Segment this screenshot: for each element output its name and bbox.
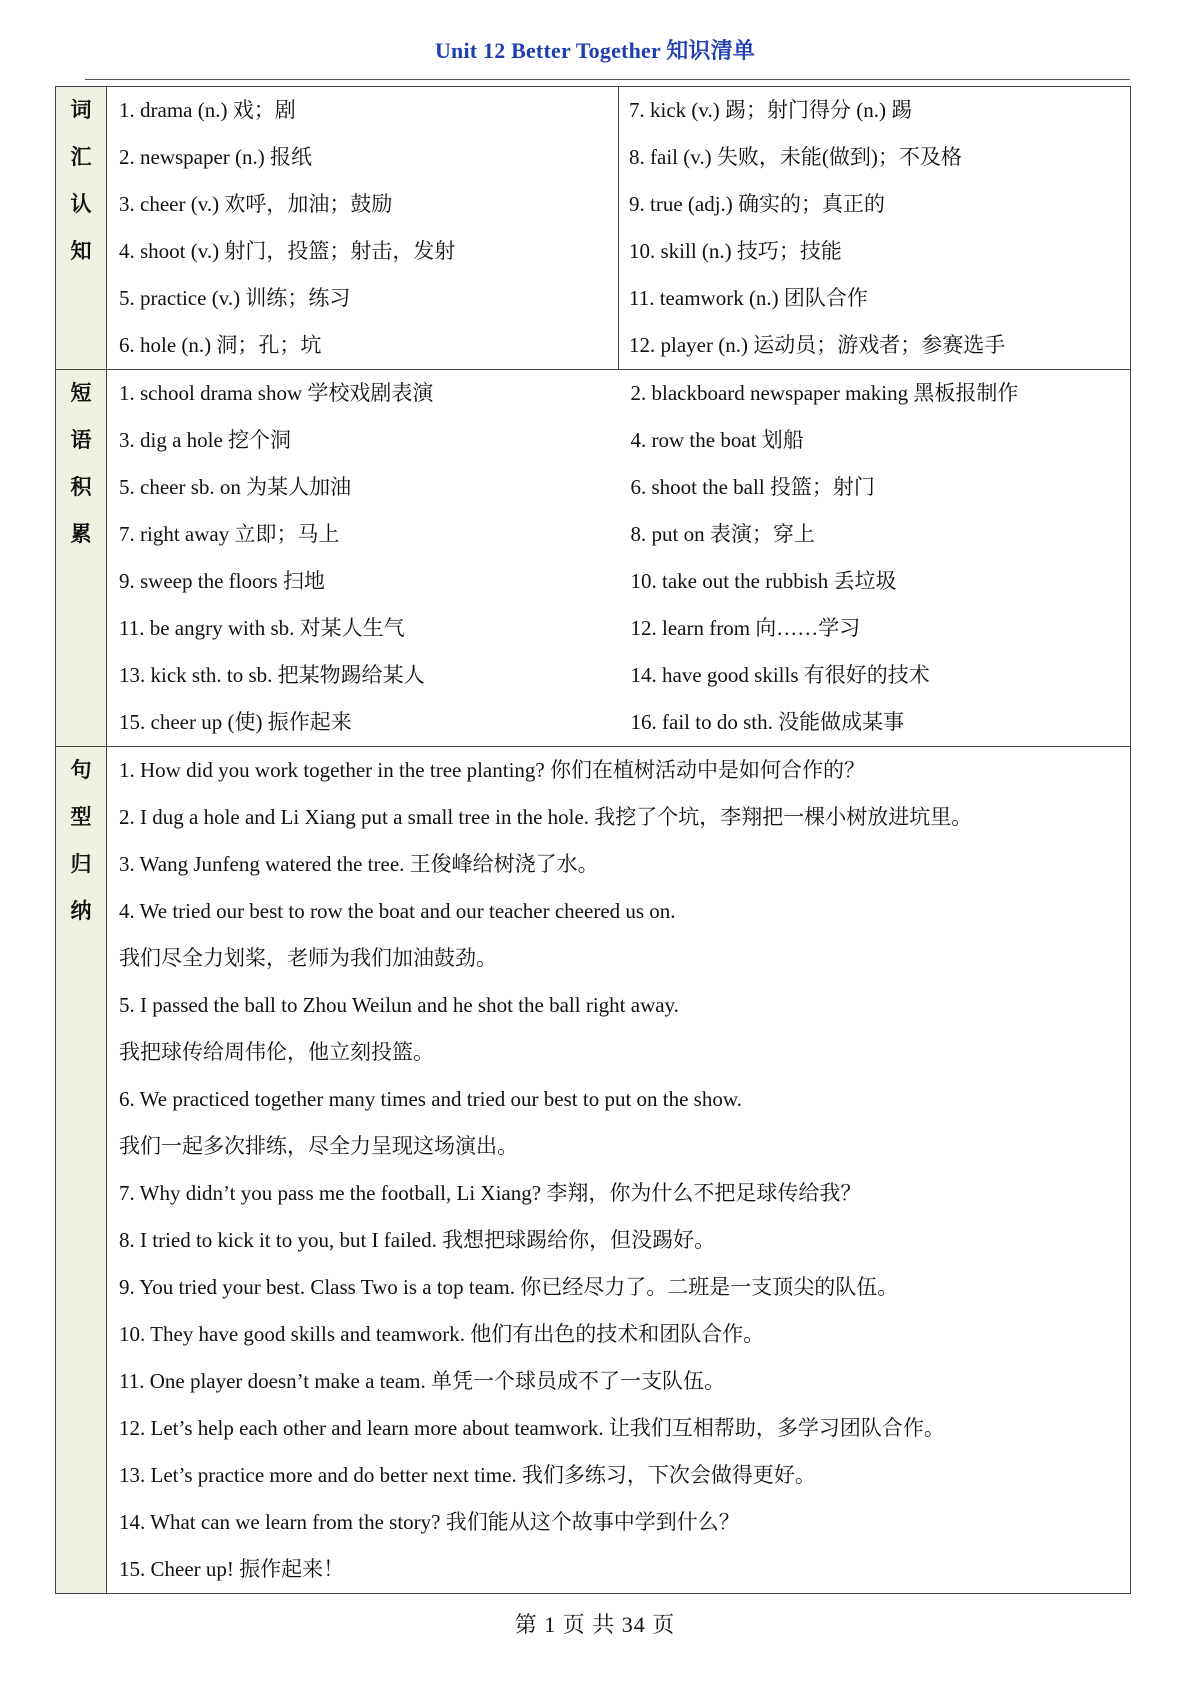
phrase-item: 5. cheer sb. on 为某人加油 — [119, 475, 352, 499]
label-char: 纳 — [70, 899, 92, 923]
vocab-left-column — [107, 87, 619, 369]
sentence-line: 5. I passed the ball to Zhou Weilun and he shot the ball right away. — [119, 993, 679, 1017]
sentence-line: 14. What can we learn from the story? 我们能从这个故事中学到什么？ — [119, 1510, 740, 1534]
vocab-section — [56, 87, 1131, 370]
phrase-item: 13. kick sth. to sb. 把某物踢给某人 — [119, 663, 425, 687]
label-char: 认 — [70, 192, 92, 216]
sentence-line: 4. We tried our best to row the boat and our teacher cheered us on. — [119, 899, 676, 923]
sentence-line: 3. Wang Junfeng watered the tree. 王俊峰给树浇了水。 — [119, 852, 599, 876]
sentence-line: 8. I tried to kick it to you, but I failed. 我想把球踢给你，但没踢好。 — [119, 1228, 716, 1252]
phrase-item: 11. be angry with sb. 对某人生气 — [119, 616, 405, 640]
label-char: 型 — [70, 805, 92, 829]
phrase-item: 4. row the boat 划船 — [630, 428, 804, 452]
sentence-line: 12. Let’s help each other and learn more about teamwork. 让我们互相帮助，多学习团队合作。 — [119, 1416, 945, 1440]
knowledge-table — [55, 86, 1131, 1594]
sentences-content — [107, 747, 1131, 1594]
vocab-item: 11. teamwork (n.) 团队合作 — [629, 286, 868, 310]
label-char: 归 — [70, 852, 92, 876]
sentence-line: 我把球传给周伟伦，他立刻投篮。 — [119, 1040, 434, 1064]
label-char: 知 — [70, 239, 92, 263]
vocab-item: 7. kick (v.) 踢；射门得分 (n.) 踢 — [629, 98, 913, 122]
page-title: Unit 12 Better Together 知识清单 — [434, 38, 756, 63]
phrase-item: 12. learn from 向……学习 — [630, 616, 861, 640]
sentence-line: 6. We practiced together many times and tried our best to put on the show. — [119, 1087, 742, 1111]
vocab-item: 8. fail (v.) 失败，未能(做到)；不及格 — [629, 145, 962, 169]
phrase-item: 1. school drama show 学校戏剧表演 — [119, 381, 434, 405]
phrase-item: 10. take out the rubbish 丢垃圾 — [630, 569, 897, 593]
vocab-label — [56, 87, 107, 370]
title-divider — [85, 79, 1130, 80]
sentence-line: 2. I dug a hole and Li Xiang put a small tree in the hole. 我挖了个坑，李翔把一棵小树放进坑里。 — [119, 805, 973, 829]
phrases-section — [56, 370, 1131, 747]
label-char: 积 — [70, 475, 92, 499]
phrase-item: 14. have good skills 有很好的技术 — [630, 663, 930, 687]
vocab-item: 10. skill (n.) 技巧；技能 — [629, 239, 842, 263]
sentence-line: 15. Cheer up! 振作起来！ — [119, 1557, 345, 1581]
sentence-line: 我们一起多次排练，尽全力呈现这场演出。 — [119, 1134, 518, 1158]
sentences-label — [56, 747, 107, 1594]
vocab-item: 3. cheer (v.) 欢呼，加油；鼓励 — [119, 192, 393, 216]
sentences-section — [56, 747, 1131, 1594]
vocab-item: 9. true (adj.) 确实的；真正的 — [629, 192, 886, 216]
phrase-item: 8. put on 表演；穿上 — [630, 522, 815, 546]
phrase-item: 7. right away 立即；马上 — [119, 522, 340, 546]
sentence-line: 10. They have good skills and teamwork. 他们有出色的技术和团队合作。 — [119, 1322, 765, 1346]
phrase-item: 2. blackboard newspaper making 黑板报制作 — [630, 381, 1019, 405]
label-char: 短 — [70, 381, 92, 405]
vocab-item: 5. practice (v.) 训练；练习 — [119, 286, 351, 310]
phrase-item: 3. dig a hole 挖个洞 — [119, 428, 292, 452]
sentence-line: 11. One player doesn’t make a team. 单凭一个球员成不了一支队伍。 — [119, 1369, 725, 1393]
phrases-label — [56, 370, 107, 747]
page-number: 第 1 页 共 34 页 — [514, 1612, 676, 1637]
sentence-line: 7. Why didn’t you pass me the football, Li Xiang? 李翔，你为什么不把足球传给我？ — [119, 1181, 862, 1205]
phrase-item: 9. sweep the floors 扫地 — [119, 569, 325, 593]
label-char: 句 — [70, 758, 92, 782]
vocab-content — [107, 87, 1131, 370]
sentence-line: 1. How did you work together in the tree planting? 你们在植树活动中是如何合作的？ — [119, 758, 865, 782]
vocab-item: 12. player (n.) 运动员；游戏者；参赛选手 — [629, 333, 1006, 357]
vocab-item: 1. drama (n.) 戏；剧 — [119, 98, 296, 122]
vocab-item: 6. hole (n.) 洞；孔；坑 — [119, 333, 322, 357]
vocab-item: 4. shoot (v.) 射门，投篮；射击，发射 — [119, 239, 456, 263]
phrase-item: 16. fail to do sth. 没能做成某事 — [630, 710, 905, 734]
label-char: 累 — [70, 522, 92, 546]
vocab-item: 2. newspaper (n.) 报纸 — [119, 145, 313, 169]
vocab-right-column — [619, 87, 1130, 369]
phrase-item: 15. cheer up (使) 振作起来 — [119, 710, 352, 734]
phrases-right-column — [619, 370, 1131, 746]
phrases-left-column — [107, 370, 619, 746]
sentence-line: 我们尽全力划桨，老师为我们加油鼓劲。 — [119, 946, 497, 970]
label-char: 汇 — [70, 145, 92, 169]
label-char: 词 — [70, 98, 92, 122]
sentence-line: 9. You tried your best. Class Two is a top team. 你已经尽力了。二班是一支顶尖的队伍。 — [119, 1275, 899, 1299]
sentence-line: 13. Let’s practice more and do better next time. 我们多练习，下次会做得更好。 — [119, 1463, 816, 1487]
phrases-content — [107, 370, 1131, 747]
phrase-item: 6. shoot the ball 投篮；射门 — [630, 475, 875, 499]
label-char: 语 — [70, 428, 92, 452]
